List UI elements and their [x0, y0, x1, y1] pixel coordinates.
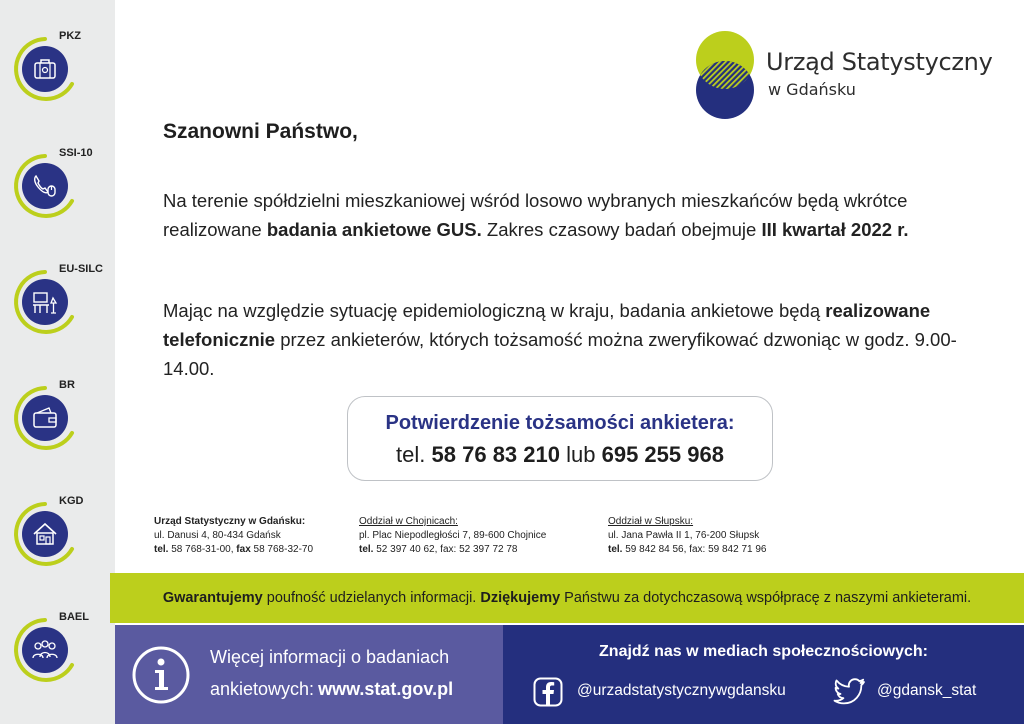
logo-subtitle: w Gdańsku — [768, 80, 856, 99]
address-street: ul. Jana Pawła II 1, 76-200 Słupsk — [608, 530, 760, 541]
logo-title: Urząd Statystyczny — [766, 48, 993, 76]
twitter-icon[interactable] — [833, 677, 866, 707]
address-street: ul. Danusi 4, 80-434 Gdańsk — [154, 530, 281, 541]
twitter-handle[interactable]: @gdansk_stat — [877, 682, 977, 699]
address-name: Oddział w Chojnicach: — [359, 516, 458, 527]
bold-text: III kwartał 2022 r. — [761, 219, 909, 240]
phone-joiner: lub — [566, 442, 596, 467]
address-phone — [608, 543, 766, 557]
guarantee-band — [110, 573, 1024, 623]
survey-bael — [0, 613, 115, 713]
address-name: Oddział w Słupsku: — [608, 516, 694, 527]
survey-br — [0, 381, 115, 481]
survey-ssi-10 — [0, 149, 115, 249]
address-slupsk — [608, 515, 766, 557]
survey-icon-disc — [22, 46, 68, 92]
survey-pkz — [0, 32, 115, 132]
survey-code: KGD — [59, 495, 84, 507]
survey-icon-disc — [22, 163, 68, 209]
info-icon — [131, 645, 191, 705]
tel-label: tel. — [154, 544, 169, 555]
more-info-text-2 — [210, 679, 453, 700]
paragraph-1 — [163, 186, 963, 244]
paragraph-2 — [163, 296, 963, 383]
survey-eu-silc — [0, 265, 115, 365]
verification-phones — [348, 442, 772, 468]
facebook-handle[interactable]: @urzadstatystycznywgdansku — [577, 682, 786, 699]
gus-logo — [694, 30, 994, 122]
survey-code: BAEL — [59, 611, 89, 623]
tel-label: tel. — [359, 544, 374, 555]
text: Na terenie spółdzielni mieszkaniowej wśród losowo wybranych mieszkańców będą wkrótce realizowane — [163, 190, 908, 240]
tel-value: 52 397 40 62, fax: 52 397 72 78 — [376, 544, 518, 555]
desk-lamp-icon — [31, 288, 59, 316]
survey-code: SSI-10 — [59, 147, 93, 159]
text: przez ankieterów, których tożsamość można zweryfikować dzwoniąc w godz. 9.00-14.00. — [163, 329, 957, 379]
tel-label: tel. — [608, 544, 623, 555]
survey-rail — [0, 0, 115, 724]
address-chojnice — [359, 515, 546, 557]
footer-social — [503, 625, 1024, 724]
fax-label: fax — [236, 544, 251, 555]
tel-value: 58 768-31-00, — [171, 544, 234, 555]
suitcase-icon — [31, 55, 59, 83]
wallet-icon — [31, 404, 59, 432]
text: Zakres czasowy badań obejmuje — [481, 219, 762, 240]
fax-value: 58 768-32-70 — [253, 544, 314, 555]
survey-icon-disc — [22, 279, 68, 325]
phone-mouse-icon — [31, 172, 59, 200]
people-icon — [31, 636, 59, 664]
greeting-heading: Szanowni Państwo, — [163, 120, 358, 143]
survey-icon-disc — [22, 627, 68, 673]
address-phone — [359, 543, 546, 557]
logo-mark-icon — [694, 30, 758, 122]
verification-box — [347, 396, 773, 481]
survey-kgd — [0, 497, 115, 597]
address-street: pl. Plac Niepodległości 7, 89-600 Chojnice — [359, 530, 547, 541]
bold-text: Gwarantujemy — [162, 590, 263, 606]
tel-value: 59 842 84 56, fax: 59 842 71 96 — [625, 544, 767, 555]
bold-text: realizowane telefonicznie — [163, 300, 931, 350]
address-phone — [154, 543, 313, 557]
house-icon — [31, 520, 59, 548]
bold-text: badania ankietowe GUS. — [266, 219, 482, 240]
text: Mając na względzie sytuację epidemiologiczną w kraju, badania ankietowe będą — [163, 300, 826, 321]
survey-code: PKZ — [59, 30, 81, 42]
survey-icon-disc — [22, 511, 68, 557]
survey-icon-disc — [22, 395, 68, 441]
bold-text: Dziękujemy — [480, 590, 561, 606]
verification-title: Potwierdzenie tożsamości ankietera: — [385, 412, 735, 434]
text: Państwu za dotychczasową współpracę z naszymi ankieterami. — [560, 590, 972, 606]
phone-number-2[interactable]: 695 255 968 — [601, 442, 724, 467]
survey-code: BR — [59, 379, 75, 391]
text: poufność udzielanych informacji. — [262, 590, 481, 606]
social-heading: Znajdź nas w mediach społecznościowych: — [599, 643, 928, 660]
survey-code: EU-SILC — [59, 263, 103, 275]
website-link[interactable]: www.stat.gov.pl — [318, 679, 454, 699]
footer-info — [115, 625, 503, 724]
text: ankietowych: — [210, 679, 315, 699]
more-info-text: Więcej informacji o badaniach — [210, 647, 450, 667]
address-gdansk — [154, 515, 313, 557]
phone-number-1[interactable]: 58 76 83 210 — [431, 442, 560, 467]
address-name: Urząd Statystyczny w Gdańsku: — [154, 516, 306, 527]
tel-prefix: tel. — [396, 442, 426, 467]
facebook-icon[interactable] — [533, 677, 563, 707]
